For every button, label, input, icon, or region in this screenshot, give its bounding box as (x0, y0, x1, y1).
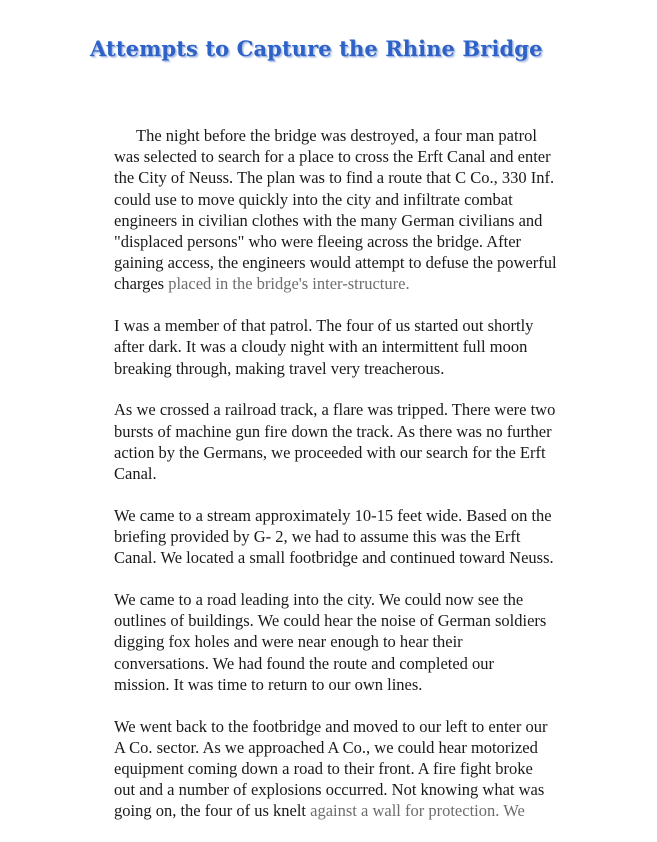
text-line: engineers in civilian clothes with the many German civilians and (114, 210, 543, 230)
text-line: A Co. sector. As we approached A Co., we could hear motorized (114, 737, 538, 757)
text-line: We went back to the footbridge and moved to our left to enter our (114, 716, 548, 736)
text-line: Canal. We located a small footbridge and continued toward Neuss. (114, 548, 554, 568)
paragraph-6 (114, 716, 640, 822)
text-line: As we crossed a railroad track, a flare was tripped. There were two (114, 400, 556, 420)
text-line: briefing provided by G- 2, we had to assume this was the Erft (114, 527, 521, 547)
paragraph-2 (114, 315, 640, 379)
text-line: Canal. (114, 464, 157, 484)
text-line: was selected to search for a place to cross the Erft Canal and enter (114, 147, 551, 167)
text-line: breaking through, making travel very treacherous. (114, 358, 445, 378)
text-line: action by the Germans, we proceeded with our search for the Erft (114, 442, 546, 462)
text-line: could use to move quickly into the city and infiltrate combat (114, 189, 513, 209)
text-line-lead: charges (114, 274, 169, 294)
paragraph-3 (114, 399, 640, 484)
paragraph-4 (114, 505, 640, 569)
text-line: The night before the bridge was destroyed, a four man patrol (136, 126, 537, 145)
paragraph-5 (114, 589, 640, 695)
text-line (114, 800, 640, 821)
text-line: after dark. It was a cloudy night with an intermittent full moon (114, 337, 528, 357)
text-line-faded: against a wall for protection. We (310, 801, 525, 821)
text-line: digging fox holes and were near enough to hear their (114, 632, 463, 652)
text-line: outlines of buildings. We could hear the noise of German soldiers (114, 611, 547, 631)
text-line: I was a member of that patrol. The four of us started out shortly (114, 316, 534, 336)
text-line-lead: going on, the four of us knelt (114, 801, 311, 821)
text-line (114, 273, 640, 294)
text-line: conversations. We had found the route and completed our (114, 653, 495, 673)
text-line: mission. It was time to return to our own lines. (114, 674, 423, 694)
text-line: the City of Neuss. The plan was to find a route that C Co., 330 Inf. (114, 168, 555, 188)
text-line-faded: placed in the bridge's inter-structure. (168, 274, 410, 294)
text-line: bursts of machine gun fire down the track. As there was no further (114, 421, 552, 441)
body-text (114, 125, 640, 842)
text-line: equipment coming down a road to their front. A fire fight broke (114, 759, 533, 779)
paragraph-1 (114, 125, 640, 295)
text-line: We came to a road leading into the city. We could now see the (114, 590, 524, 610)
text-line: gaining access, the engineers would attempt to defuse the powerful (114, 253, 557, 273)
text-line: We came to a stream approximately 10-15 feet wide. Based on the (114, 505, 552, 525)
page-title: Attempts to Capture the Rhine Bridge (90, 36, 543, 61)
text-line: "displaced persons" who were fleeing across the bridge. After (114, 232, 522, 252)
text-line: out and a number of explosions occurred. Not knowing what was (114, 780, 545, 800)
